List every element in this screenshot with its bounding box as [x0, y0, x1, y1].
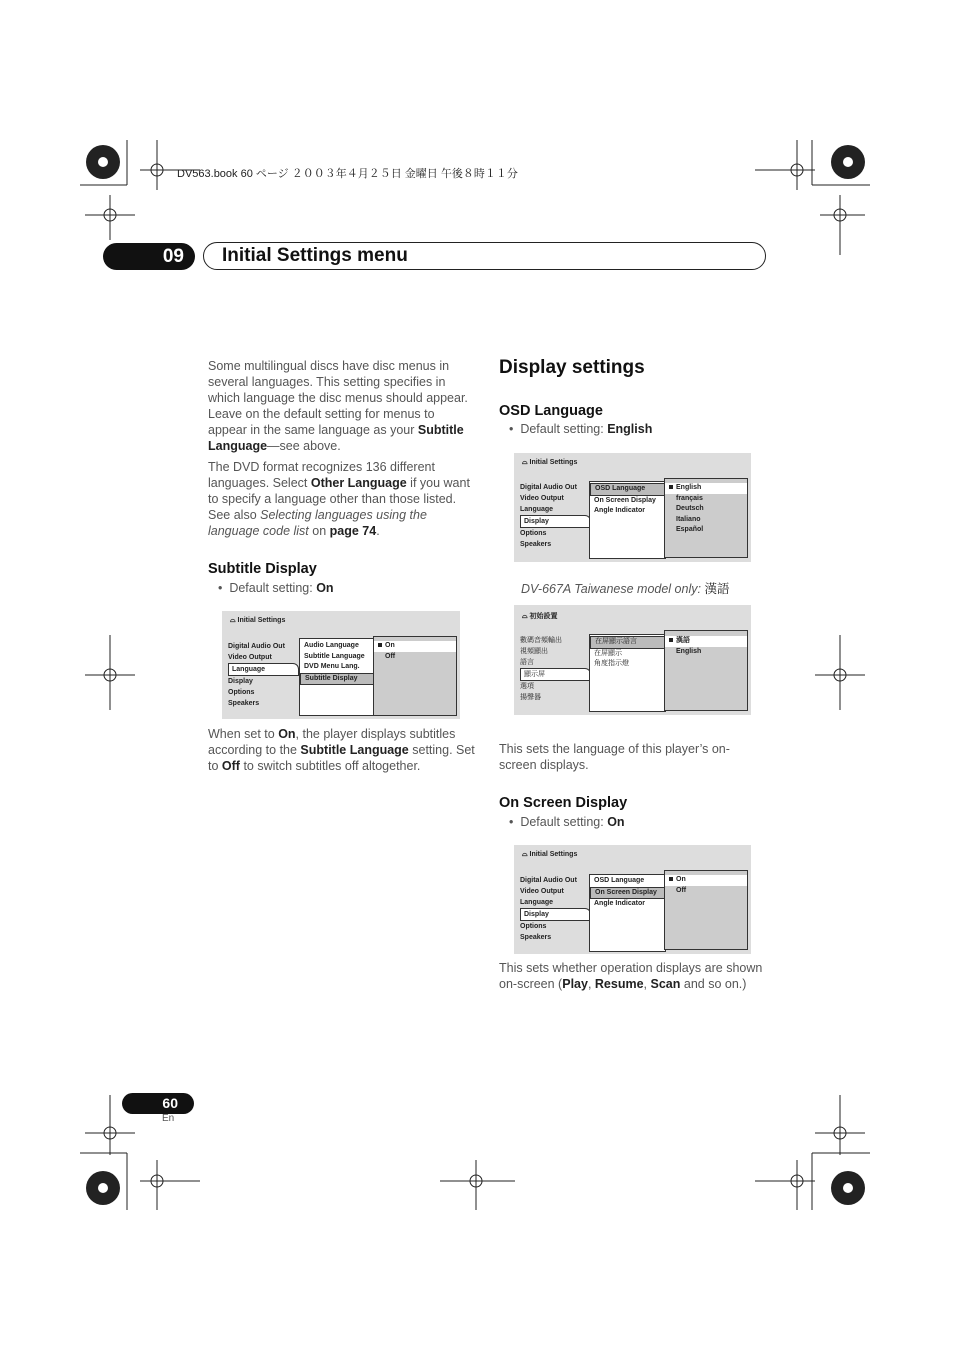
option: français [676, 494, 703, 502]
option: Italiano [676, 515, 701, 523]
on-screen-display-paragraph: This sets whether operation displays are shown on-screen (Play, Resume, Scan and so on.) [499, 961, 763, 991]
submenu-item: DVD Menu Lang. [304, 663, 360, 670]
menu-item: Digital Audio Out [520, 484, 577, 491]
option: Off [676, 886, 687, 894]
options-panel [664, 630, 748, 711]
option: Español [676, 526, 704, 533]
menu-title: ⌓ Initial Settings [522, 851, 578, 858]
menu-item-selected: Display [520, 908, 591, 921]
taiwan-menu-screenshot [514, 605, 751, 715]
menu-item: 視頻顯出 [520, 648, 548, 655]
on-screen-display-default: • Default setting: On [509, 815, 625, 829]
submenu-item: On Screen Display [594, 496, 656, 504]
menu-item: Speakers [228, 700, 260, 707]
menu-item: 選項 [520, 683, 534, 690]
page-number: 60 [122, 1093, 194, 1114]
osd-language-default: • Default setting: English [509, 422, 653, 436]
option: Off [385, 652, 396, 660]
submenu-item-selected: 在屏顯示語言 [590, 636, 665, 649]
menu-item: 語言 [520, 659, 534, 666]
osd-language-menu-screenshot [514, 453, 751, 562]
options-panel [373, 636, 457, 716]
submenu-item-selected: Subtitle Display [300, 673, 374, 686]
intro-paragraph-2: The DVD format recognizes 136 different languages. Select Other Language if you want to specify a language other than those listed. See also Selecting languages using the language code list on page 74. [208, 460, 470, 538]
submenu-item: 在屏顯示 [594, 649, 622, 657]
on-screen-display-menu-screenshot [514, 845, 751, 954]
disc-icon: ⌓ [230, 617, 236, 624]
menu-item-selected: Language [228, 663, 299, 676]
submenu-panel [589, 874, 666, 952]
menu-item: Speakers [520, 541, 552, 548]
option: English [676, 647, 702, 655]
submenu-item: Angle Indicator [594, 900, 645, 907]
menu-item: Speakers [520, 934, 552, 941]
option: Deutsch [676, 505, 704, 512]
subtitle-display-heading: Subtitle Display [208, 561, 317, 577]
menu-item: Options [520, 530, 547, 537]
chapter-number: 09 [103, 243, 195, 270]
option-selected: English [665, 483, 747, 494]
menu-item: Video Output [228, 654, 272, 661]
menu-item-selected: 顯示屏 [520, 668, 591, 681]
intro-paragraph-1: Some multilingual discs have disc menus in several languages. This setting specifies in which language the disc menus should appear. Leave on the default setting for menus to appear in the same language as your Subtitle Language—see above. [208, 359, 468, 453]
subtitle-display-menu-screenshot [222, 611, 460, 719]
menu-title: ⌓ Initial Settings [230, 617, 286, 624]
option-selected: 漢語 [665, 636, 747, 647]
menu-item: Digital Audio Out [520, 877, 577, 884]
page-language: En [162, 1113, 175, 1124]
menu-item: 數碼音頻輸出 [520, 637, 562, 644]
option-selected: On [665, 875, 747, 886]
submenu-item: OSD Language [594, 877, 645, 884]
submenu-item: 角度指示燈 [594, 660, 629, 667]
menu-item: Options [228, 689, 255, 696]
submenu-panel [299, 638, 375, 716]
menu-item: Options [520, 923, 547, 930]
disc-icon: ⌓ [522, 459, 528, 466]
chapter-title: Initial Settings menu [222, 245, 408, 266]
menu-item: Digital Audio Out [228, 643, 285, 650]
submenu-item-selected: OSD Language [590, 483, 665, 496]
taiwan-model-caption: DV-667A Taiwanese model only: 漢語 [521, 582, 730, 596]
on-screen-display-heading: On Screen Display [499, 795, 628, 811]
menu-item: Display [228, 678, 253, 685]
menu-item: Video Output [520, 495, 564, 502]
osd-language-paragraph: This sets the language of this player’s on-screen displays. [499, 742, 730, 772]
menu-title: ⌓ 初始設置 [522, 613, 558, 620]
option-selected: On [374, 641, 456, 652]
menu-item: 揚聲器 [520, 694, 541, 701]
file-header: DV563.book 60 ページ ２００３年４月２５日 金曜日 午後８時１１分 [177, 168, 518, 180]
submenu-item-selected: On Screen Display [590, 887, 665, 900]
submenu-panel [589, 634, 666, 712]
options-panel [664, 478, 748, 558]
submenu-item: Audio Language [304, 642, 359, 649]
menu-item: Video Output [520, 888, 564, 895]
menu-item: Language [520, 506, 554, 513]
submenu-item: Subtitle Language [304, 652, 365, 660]
disc-icon: ⌓ [522, 613, 528, 620]
display-settings-heading: Display settings [499, 357, 645, 378]
menu-title: ⌓ Initial Settings [522, 459, 578, 466]
osd-language-heading: OSD Language [499, 403, 603, 419]
menu-item: Language [520, 899, 554, 906]
subtitle-display-paragraph: When set to On, the player displays subtitles according to the Subtitle Language setting. Set to Off to switch subtitles off altogether. [208, 727, 475, 773]
submenu-item: Angle Indicator [594, 507, 645, 514]
subtitle-display-default: • Default setting: On [218, 581, 334, 595]
disc-icon: ⌓ [522, 851, 528, 858]
menu-item-selected: Display [520, 515, 591, 528]
submenu-panel [589, 481, 666, 559]
options-panel [664, 870, 748, 950]
